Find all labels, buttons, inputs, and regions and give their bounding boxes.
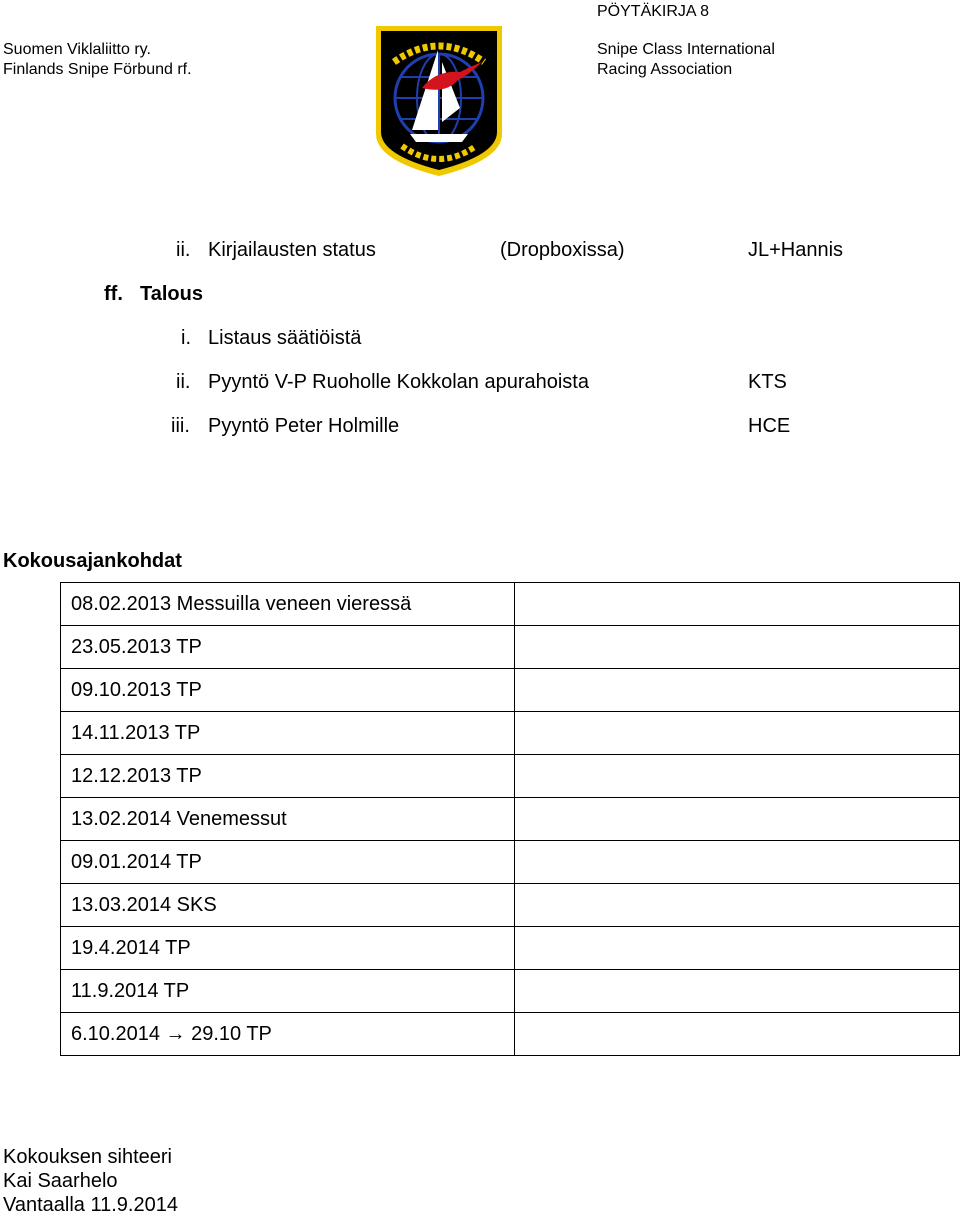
empty-cell bbox=[514, 841, 959, 884]
agenda-num: ii. bbox=[176, 371, 191, 393]
document-title: PÖYTÄKIRJA 8 bbox=[597, 3, 710, 20]
agenda-owner: HCE bbox=[748, 415, 791, 437]
meeting-date-cell: 09.10.2013 TP bbox=[61, 669, 515, 712]
empty-cell bbox=[514, 927, 959, 970]
meetings-heading: Kokousajankohdat bbox=[3, 550, 182, 572]
table-row bbox=[61, 669, 960, 712]
meeting-date-cell: 19.4.2014 TP bbox=[61, 927, 515, 970]
table-row bbox=[61, 884, 960, 927]
table-row bbox=[61, 712, 960, 755]
meeting-date-cell: 23.05.2013 TP bbox=[61, 626, 515, 669]
signature-name: Kai Saarhelo bbox=[3, 1170, 118, 1192]
empty-cell bbox=[514, 583, 959, 626]
agenda-owner: JL+Hannis bbox=[748, 239, 844, 261]
agenda-owner: KTS bbox=[748, 371, 787, 393]
table-row bbox=[61, 626, 960, 669]
empty-cell bbox=[514, 669, 959, 712]
table-row bbox=[61, 583, 960, 626]
org-name-intl-1: Snipe Class International bbox=[597, 41, 775, 58]
meetings-table bbox=[60, 582, 960, 1056]
meeting-date-cell: 13.02.2014 Venemessut bbox=[61, 798, 515, 841]
meeting-date-cell: 09.01.2014 TP bbox=[61, 841, 515, 884]
empty-cell bbox=[514, 884, 959, 927]
empty-cell bbox=[514, 626, 959, 669]
signature-place-date: Vantaalla 11.9.2014 bbox=[3, 1194, 178, 1216]
table-row bbox=[61, 927, 960, 970]
agenda-text: Listaus säätiöistä bbox=[208, 327, 362, 349]
table-row bbox=[61, 841, 960, 884]
agenda-text: Kirjailausten status bbox=[208, 239, 376, 261]
table-row bbox=[61, 755, 960, 798]
meeting-date-cell: 13.03.2014 SKS bbox=[61, 884, 515, 927]
empty-cell bbox=[514, 798, 959, 841]
org-name-fi: Suomen Viklaliitto ry. bbox=[3, 41, 151, 58]
section-num: ff. bbox=[104, 283, 123, 305]
empty-cell bbox=[514, 755, 959, 798]
org-name-intl-2: Racing Association bbox=[597, 61, 733, 78]
table-row bbox=[61, 1013, 960, 1056]
empty-cell bbox=[514, 712, 959, 755]
section-title: Talous bbox=[140, 283, 203, 305]
meeting-date-cell: 14.11.2013 TP bbox=[61, 712, 515, 755]
meeting-date-cell: 08.02.2013 Messuilla veneen vieressä bbox=[61, 583, 515, 626]
agenda-num: iii. bbox=[171, 415, 190, 437]
table-row bbox=[61, 798, 960, 841]
agenda-num: i. bbox=[181, 327, 191, 349]
empty-cell bbox=[514, 1013, 959, 1056]
empty-cell bbox=[514, 970, 959, 1013]
meeting-date-cell: 12.12.2013 TP bbox=[61, 755, 515, 798]
agenda-num: ii. bbox=[176, 239, 191, 261]
table-row bbox=[61, 970, 960, 1013]
signature-role: Kokouksen sihteeri bbox=[3, 1146, 172, 1168]
org-name-sv: Finlands Snipe Förbund rf. bbox=[3, 61, 192, 78]
meeting-date-cell: 6.10.2014 → 29.10 TP bbox=[61, 1013, 515, 1056]
agenda-text: Pyyntö V-P Ruoholle Kokkolan apurahoista bbox=[208, 371, 589, 393]
agenda-extra: (Dropboxissa) bbox=[500, 239, 625, 261]
agenda-text: Pyyntö Peter Holmille bbox=[208, 415, 400, 437]
snipe-class-logo bbox=[372, 22, 506, 180]
meeting-date-cell: 11.9.2014 TP bbox=[61, 970, 515, 1013]
